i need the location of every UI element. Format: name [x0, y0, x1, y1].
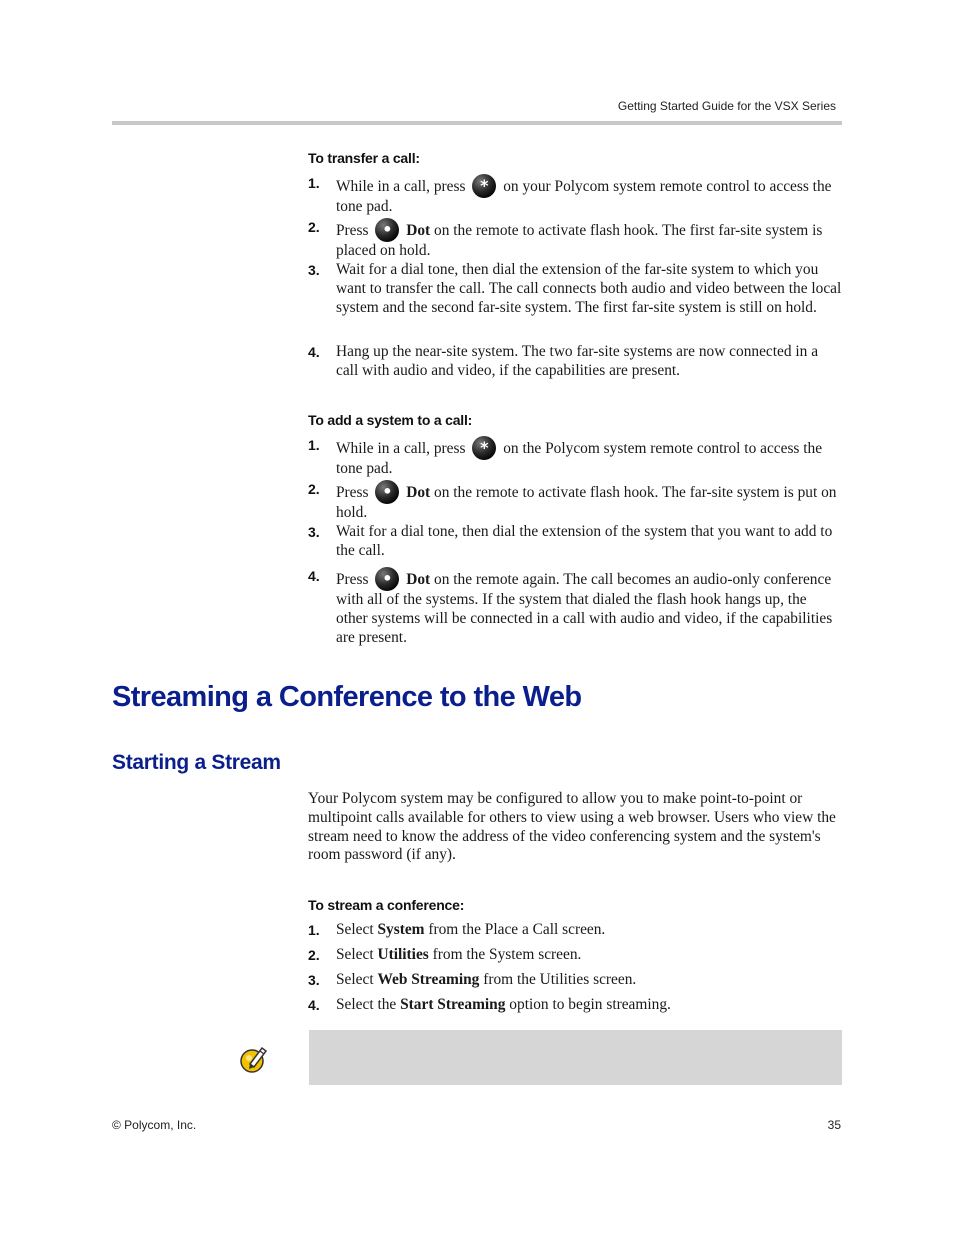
- star-button-icon: *: [472, 436, 496, 460]
- step-text: from the Utilities screen.: [483, 971, 637, 988]
- intro-paragraph: Your Polycom system may be configured to allow you to make point-to-point or multipoint calls available for others to view using a web browser. Users who view the stream need to know the address of the video conferencing system and the system's room password (if any).: [308, 790, 836, 864]
- transfer-heading: To transfer a call:: [308, 150, 420, 166]
- step-number: 2.: [308, 481, 320, 497]
- note-box: [309, 1030, 842, 1085]
- step-text: Select the: [336, 996, 397, 1013]
- add-step-2: [308, 480, 842, 523]
- step-text: Press: [336, 571, 369, 588]
- step-number: 3.: [308, 972, 320, 988]
- step-text: Press: [336, 484, 369, 501]
- page-number: 35: [827, 1118, 841, 1132]
- add-step-1: [308, 436, 842, 479]
- header-rule: [112, 121, 842, 125]
- step-text: on your Polycom system remote control to access the tone pad.: [336, 178, 832, 215]
- step-text: Press: [336, 222, 369, 239]
- step-text: Hang up the near-site system. The two far-site systems are now connected in a call with audio and video, if the capabilities are present.: [336, 343, 819, 379]
- add-step-4: [308, 567, 842, 647]
- step-text: While in a call, press: [336, 178, 466, 195]
- stream-heading: To stream a conference:: [308, 897, 465, 913]
- step-text: Select: [336, 971, 374, 988]
- step-text: While in a call, press: [336, 440, 466, 457]
- step-bold: Dot: [406, 484, 431, 501]
- transfer-step-2: [308, 218, 842, 261]
- step-number: 4.: [308, 344, 320, 360]
- step-number: 3.: [308, 262, 320, 278]
- transfer-step-3: [308, 261, 842, 317]
- transfer-step-4: [308, 343, 842, 381]
- section-title: Streaming a Conference to the Web: [112, 681, 582, 713]
- step-number: 1.: [308, 175, 320, 191]
- step-number: 4.: [308, 997, 320, 1013]
- star-button-icon: *: [472, 174, 496, 198]
- step-bold: Dot: [406, 571, 431, 588]
- step-text: Select: [336, 921, 374, 938]
- step-text: on the remote to activate flash hook. The first far-site system is placed on hold.: [336, 222, 823, 259]
- step-number: 2.: [308, 947, 320, 963]
- step-number: 1.: [308, 437, 320, 453]
- step-bold: System: [377, 921, 425, 938]
- section-subtitle: Starting a Stream: [112, 751, 281, 774]
- step-text: from the System screen.: [432, 946, 582, 963]
- transfer-step-1: [308, 174, 842, 217]
- footer-copyright: © Polycom, Inc.: [112, 1118, 197, 1132]
- step-text: Wait for a dial tone, then dial the extension of the far-site system to which you want to transfer the call. The call connects both audio and video between the local system and the second far-site system. The first far-site system is still on hold.: [336, 261, 842, 316]
- add-step-3: [308, 523, 842, 561]
- step-bold: Web Streaming: [377, 971, 480, 988]
- dot-button-icon: •: [375, 480, 399, 504]
- note-pen-icon: [238, 1043, 270, 1075]
- step-number: 2.: [308, 219, 320, 235]
- add-system-heading: To add a system to a call:: [308, 412, 473, 428]
- step-number: 3.: [308, 524, 320, 540]
- step-number: 1.: [308, 922, 320, 938]
- dot-button-icon: •: [375, 567, 399, 591]
- stream-step-2: [308, 946, 842, 965]
- step-bold: Utilities: [377, 946, 429, 963]
- step-text: on the Polycom system remote control to access the tone pad.: [336, 440, 823, 477]
- step-bold: Dot: [406, 222, 431, 239]
- stream-step-1: [308, 921, 842, 940]
- step-text: Wait for a dial tone, then dial the extension of the system that you want to add to the call.: [336, 523, 833, 559]
- step-bold: Start Streaming: [400, 996, 506, 1013]
- step-text: from the Place a Call screen.: [428, 921, 606, 938]
- step-text: option to begin streaming.: [509, 996, 671, 1013]
- running-header: Getting Started Guide for the VSX Series: [617, 99, 836, 113]
- step-number: 4.: [308, 568, 320, 584]
- step-text: Select: [336, 946, 374, 963]
- step-text: on the remote again. The call becomes an audio-only conference with all of the systems. If the system that dialed the flash hook hangs up, the other systems will be connected in a call with audio and video, if the capabilities are present.: [336, 571, 833, 646]
- stream-step-4: [308, 996, 842, 1015]
- dot-button-icon: •: [375, 218, 399, 242]
- stream-step-3: [308, 971, 842, 990]
- step-text: on the remote to activate flash hook. The far-site system is put on hold.: [336, 484, 837, 521]
